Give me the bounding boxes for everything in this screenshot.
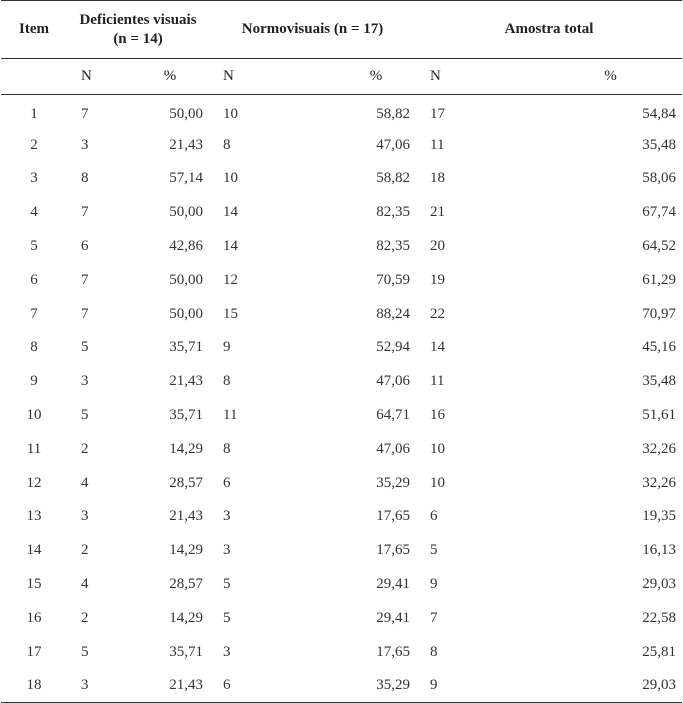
cell-n-visually-impaired: 3 (81, 677, 89, 694)
cell-n-normal-vision: 14 (223, 238, 239, 255)
table-row (1, 568, 682, 602)
table-row (1, 432, 682, 466)
table-body (1, 95, 682, 703)
cell-n-visually-impaired: 6 (81, 238, 89, 255)
cell-pct-visually-impaired: 57,14 (169, 170, 204, 187)
cell-pct-normal-vision: 35,29 (376, 677, 411, 694)
cell-item: 14 (26, 542, 42, 559)
table-row (1, 297, 682, 331)
cell-pct-total-sample: 32,26 (642, 474, 677, 491)
cell-n-normal-vision: 5 (223, 609, 231, 626)
cell-n-visually-impaired: 2 (81, 609, 89, 626)
cell-n-total-sample: 10 (430, 440, 446, 457)
cell-pct-visually-impaired: 14,29 (169, 440, 204, 457)
table-row (1, 635, 682, 669)
cell-pct-total-sample: 35,48 (642, 373, 677, 390)
cell-pct-total-sample: 32,26 (642, 440, 677, 457)
cell-n-visually-impaired: 7 (81, 106, 89, 123)
cell-n-normal-vision: 3 (223, 643, 231, 660)
cell-n-visually-impaired: 7 (81, 271, 89, 288)
cell-pct-normal-vision: 64,71 (376, 407, 411, 424)
cell-item: 9 (30, 373, 38, 390)
cell-pct-total-sample: 45,16 (642, 339, 677, 356)
cell-pct-visually-impaired: 35,71 (169, 339, 204, 356)
cell-n-total-sample: 17 (430, 106, 446, 123)
cell-n-normal-vision: 11 (223, 407, 238, 424)
cell-item: 2 (30, 136, 38, 153)
cell-n-normal-vision: 8 (223, 440, 231, 457)
cell-pct-total-sample: 64,52 (642, 238, 677, 255)
cell-n-total-sample: 9 (430, 576, 438, 593)
cell-n-visually-impaired: 3 (81, 508, 89, 525)
sub-header-n: N (430, 68, 441, 84)
cell-pct-visually-impaired: 28,57 (169, 474, 204, 491)
cell-pct-normal-vision: 29,41 (376, 576, 411, 593)
table-row (1, 500, 682, 534)
sub-header-empty (1, 59, 67, 95)
cell-n-normal-vision: 3 (223, 508, 231, 525)
cell-n-total-sample: 22 (430, 305, 446, 322)
cell-n-total-sample: 19 (430, 271, 446, 288)
cell-n-visually-impaired: 4 (81, 474, 89, 491)
cell-item: 16 (26, 609, 42, 626)
cell-item: 3 (30, 170, 38, 187)
cell-pct-normal-vision: 47,06 (376, 373, 411, 390)
cell-item: 17 (26, 643, 42, 660)
table-row (1, 95, 682, 129)
cell-n-total-sample: 20 (430, 238, 446, 255)
cell-pct-visually-impaired: 14,29 (169, 542, 204, 559)
cell-pct-normal-vision: 47,06 (376, 440, 411, 457)
table-row (1, 331, 682, 365)
table-row (1, 162, 682, 196)
cell-item: 18 (26, 677, 42, 694)
cell-item: 12 (26, 474, 42, 491)
cell-n-normal-vision: 3 (223, 542, 231, 559)
cell-pct-visually-impaired: 35,71 (169, 643, 204, 660)
cell-pct-total-sample: 22,58 (642, 609, 677, 626)
cell-pct-visually-impaired: 21,43 (169, 508, 204, 525)
cell-item: 7 (30, 305, 38, 322)
group-header-visually-impaired: Deficientes visuais (n = 14) (79, 11, 197, 47)
cell-item: 1 (30, 106, 38, 123)
table-row (1, 263, 682, 297)
cell-n-total-sample: 8 (430, 643, 438, 660)
cell-pct-visually-impaired: 50,00 (169, 271, 204, 288)
cell-item: 5 (30, 238, 38, 255)
item-header: Item (19, 21, 49, 37)
cell-item: 10 (26, 407, 42, 424)
cell-pct-visually-impaired: 21,43 (169, 136, 204, 153)
cell-pct-normal-vision: 82,35 (376, 204, 411, 221)
cell-pct-visually-impaired: 21,43 (169, 677, 204, 694)
cell-n-total-sample: 10 (430, 474, 446, 491)
cell-n-total-sample: 5 (430, 542, 438, 559)
cell-n-total-sample: 7 (430, 609, 438, 626)
cell-n-normal-vision: 15 (223, 305, 239, 322)
cell-pct-visually-impaired: 42,86 (169, 238, 204, 255)
cell-pct-total-sample: 19,35 (642, 508, 677, 525)
cell-n-visually-impaired: 4 (81, 576, 89, 593)
cell-pct-normal-vision: 29,41 (376, 609, 411, 626)
cell-n-normal-vision: 10 (223, 106, 239, 123)
table-row (1, 534, 682, 568)
cell-pct-normal-vision: 58,82 (376, 106, 411, 123)
header-sub-row (1, 59, 682, 95)
cell-n-visually-impaired: 3 (81, 373, 89, 390)
sub-header-pct: % (369, 68, 383, 84)
cell-pct-total-sample: 25,81 (642, 643, 677, 660)
cell-item: 11 (26, 440, 42, 457)
cell-item: 8 (30, 339, 38, 356)
cell-pct-normal-vision: 17,65 (376, 508, 411, 525)
cell-n-total-sample: 11 (430, 136, 445, 153)
sub-header-pct: % (163, 68, 177, 84)
cell-n-total-sample: 11 (430, 373, 445, 390)
cell-n-total-sample: 6 (430, 508, 438, 525)
table-row (1, 466, 682, 500)
cell-pct-total-sample: 51,61 (642, 407, 677, 424)
cell-pct-total-sample: 54,84 (642, 106, 677, 123)
cell-n-total-sample: 9 (430, 677, 438, 694)
cell-n-normal-vision: 9 (223, 339, 231, 356)
header-group-row (1, 1, 682, 59)
cell-n-visually-impaired: 7 (81, 305, 89, 322)
table-row (1, 230, 682, 264)
table-row (1, 365, 682, 399)
cell-pct-normal-vision: 70,59 (376, 271, 411, 288)
cell-item: 13 (26, 508, 42, 525)
group-header-normal-vision: Normovisuais (n = 17) (241, 21, 384, 37)
cell-n-visually-impaired: 3 (81, 136, 89, 153)
cell-pct-visually-impaired: 35,71 (169, 407, 204, 424)
table-row (1, 196, 682, 230)
cell-n-normal-vision: 12 (223, 271, 239, 288)
cell-pct-normal-vision: 88,24 (376, 305, 411, 322)
cell-item: 6 (30, 271, 38, 288)
cell-item: 4 (30, 204, 38, 221)
cell-pct-normal-vision: 17,65 (376, 542, 411, 559)
cell-pct-normal-vision: 17,65 (376, 643, 411, 660)
cell-pct-normal-vision: 35,29 (376, 474, 411, 491)
group-header-total-sample: Amostra total (504, 21, 594, 37)
cell-pct-visually-impaired: 14,29 (169, 609, 204, 626)
cell-n-visually-impaired: 5 (81, 643, 89, 660)
cell-n-normal-vision: 6 (223, 474, 231, 491)
cell-n-total-sample: 18 (430, 170, 446, 187)
cell-pct-total-sample: 29,03 (642, 677, 677, 694)
cell-n-total-sample: 21 (430, 204, 446, 221)
sub-header-n: N (223, 68, 234, 84)
cell-pct-normal-vision: 47,06 (376, 136, 411, 153)
cell-pct-total-sample: 29,03 (642, 576, 677, 593)
sub-header-pct: % (604, 68, 617, 84)
cell-pct-visually-impaired: 21,43 (169, 373, 204, 390)
results-table (1, 0, 682, 703)
sub-header-n: N (81, 68, 92, 84)
cell-item: 15 (26, 576, 42, 593)
cell-n-visually-impaired: 5 (81, 407, 89, 424)
cell-n-normal-vision: 6 (223, 677, 231, 694)
cell-pct-visually-impaired: 50,00 (169, 204, 204, 221)
table-row (1, 399, 682, 433)
cell-n-normal-vision: 10 (223, 170, 239, 187)
cell-pct-total-sample: 67,74 (642, 204, 677, 221)
cell-n-normal-vision: 5 (223, 576, 231, 593)
cell-pct-total-sample: 35,48 (642, 136, 677, 153)
cell-n-visually-impaired: 7 (81, 204, 89, 221)
cell-pct-visually-impaired: 50,00 (169, 305, 204, 322)
cell-n-visually-impaired: 5 (81, 339, 89, 356)
cell-pct-normal-vision: 52,94 (376, 339, 411, 356)
table-row (1, 601, 682, 635)
cell-n-visually-impaired: 8 (81, 170, 89, 187)
table-row (1, 669, 682, 703)
cell-pct-visually-impaired: 50,00 (169, 106, 204, 123)
cell-pct-visually-impaired: 28,57 (169, 576, 204, 593)
cell-n-normal-vision: 8 (223, 373, 231, 390)
cell-pct-total-sample: 61,29 (642, 271, 677, 288)
table-row (1, 128, 682, 162)
cell-n-total-sample: 16 (430, 407, 446, 424)
cell-pct-total-sample: 16,13 (642, 542, 677, 559)
cell-n-visually-impaired: 2 (81, 440, 89, 457)
cell-pct-total-sample: 70,97 (642, 305, 677, 322)
cell-pct-normal-vision: 58,82 (376, 170, 411, 187)
cell-n-total-sample: 14 (430, 339, 446, 356)
cell-n-visually-impaired: 2 (81, 542, 89, 559)
cell-pct-total-sample: 58,06 (642, 170, 677, 187)
cell-pct-normal-vision: 82,35 (376, 238, 411, 255)
cell-n-normal-vision: 8 (223, 136, 231, 153)
cell-n-normal-vision: 14 (223, 204, 239, 221)
